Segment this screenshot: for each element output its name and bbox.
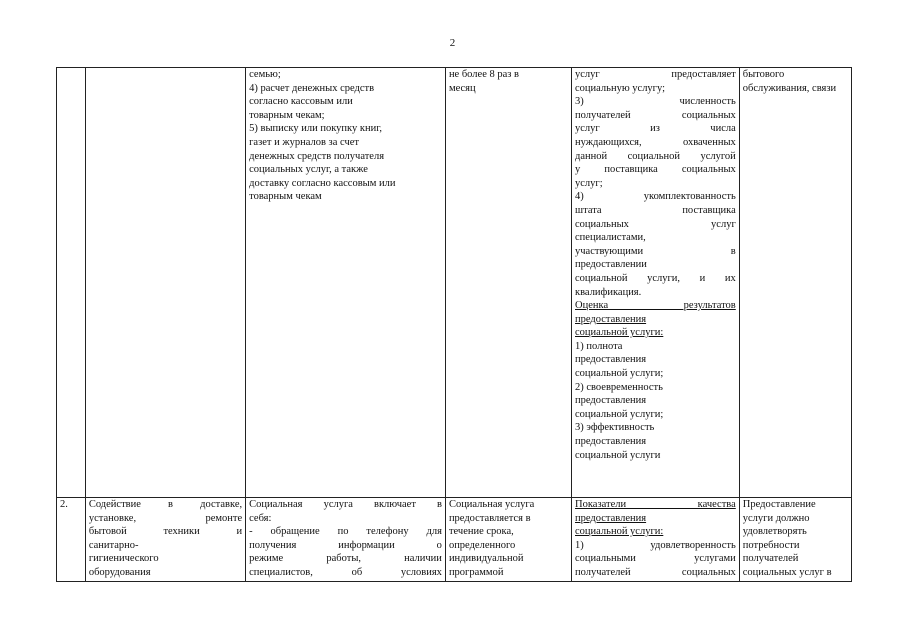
text-line: социальной услуги [575, 449, 661, 461]
text-line: товарным чекам [249, 191, 322, 203]
text-line: доставку согласно кассовым или [249, 177, 396, 189]
text-line: получения информации о [249, 539, 442, 551]
text-line: социальную услугу; [575, 82, 666, 94]
text-line: денежных средств получателя [249, 150, 385, 162]
text-line: 3) эффективность [575, 422, 655, 434]
row1-number-cell [57, 68, 86, 498]
row1-content-cell [246, 68, 446, 498]
text-line: бытовой техники и [88, 526, 243, 538]
row1-conditions-cell [739, 68, 851, 498]
row2-content-cell [246, 498, 446, 582]
text-line: себя: [249, 512, 272, 524]
text-line: течение срока, [448, 526, 514, 538]
text-line: предоставления [575, 354, 647, 366]
text-line: квалификация. [575, 286, 642, 298]
text-line: 2) своевременность [575, 381, 663, 393]
text-line: не более 8 раз в [448, 69, 519, 80]
text-line: специалистами, [575, 232, 646, 244]
text-line: месяц [448, 82, 476, 94]
text-line: удовлетворять [742, 526, 807, 538]
row2-number-cell: 2. [57, 498, 86, 582]
row2-service-name-cell [85, 498, 245, 582]
text-line: - обращение по телефону для [249, 526, 442, 538]
text-line: социальных услуг [575, 218, 736, 230]
text-line: бытового [742, 69, 785, 80]
text-line: потребности [742, 539, 800, 551]
text-line: социальной услуги: [575, 327, 664, 339]
text-line: 5) выписку или покупку книг, [249, 123, 382, 135]
text-line: 4) укомплектованность [575, 191, 736, 203]
text-line: оборудования [88, 566, 151, 578]
page-number: 2 [449, 37, 456, 49]
text-line: услуги должно [742, 512, 810, 524]
text-line: Оценка результатов [575, 300, 736, 312]
text-line: предоставлении [575, 259, 647, 271]
text-line: гигиенического [88, 553, 159, 565]
text-line: у поставщика социальных [575, 164, 736, 176]
row2-terms-cell [445, 498, 571, 582]
text-line: 4) расчет денежных средств [249, 82, 375, 94]
text-line: товарным чекам; [249, 109, 325, 121]
text-line: 3) численность [575, 96, 736, 108]
text-line: 1) удовлетворенность [575, 539, 736, 551]
text-line: социальных услуг в [742, 566, 832, 578]
text-line: семью; [249, 69, 281, 80]
text-line: услуг; [575, 177, 603, 189]
text-line: Содействие в доставке, [88, 499, 243, 510]
services-table [56, 67, 852, 582]
table-row [57, 68, 852, 498]
text-line: предоставления [575, 512, 647, 524]
text-line: социальной услуги: [575, 526, 664, 538]
text-line: газет и журналов за счет [249, 136, 359, 148]
text-line: обслуживания, связи [742, 82, 837, 94]
text-line: установке, ремонте [88, 512, 243, 524]
text-line: штата поставщика [575, 204, 736, 216]
text-line: получателей [742, 553, 799, 565]
text-line: предоставления [575, 395, 647, 407]
row1-indicators-cell [572, 68, 740, 498]
text-line: специалистов, об условиях [249, 566, 442, 578]
table-row [57, 498, 852, 582]
text-line: согласно кассовым или [249, 96, 353, 108]
text-line: предоставления [575, 436, 647, 448]
text-line: индивидуальной [448, 553, 524, 565]
text-line: Социальная услуга [448, 499, 535, 510]
row2-indicators-cell [572, 498, 740, 582]
text-line: Показатели качества [575, 499, 736, 510]
row2-conditions-cell [739, 498, 851, 582]
text-line: предоставления [575, 313, 647, 325]
text-line: социальной услуги; [575, 368, 664, 380]
text-line: режиме работы, наличии [249, 553, 442, 565]
row1-terms-cell [445, 68, 571, 498]
text-line: социальной услуги; [575, 408, 664, 420]
text-line: санитарно- [88, 539, 139, 551]
text-line: услуг предоставляет [575, 69, 736, 80]
text-line: социальных услуг, а также [249, 164, 368, 176]
text-line: участвующими в [575, 245, 736, 257]
text-line: 1) полнота [575, 340, 623, 352]
text-line: получателей социальных [575, 566, 736, 578]
text-line: предоставляется в [448, 512, 531, 524]
row1-service-name-cell [85, 68, 245, 498]
text-line: Социальная услуга включает в [249, 499, 442, 510]
text-line: данной социальной услугой [575, 150, 736, 162]
text-line: социальной услуги, и их [575, 272, 736, 284]
text-line: получателей социальных [575, 109, 736, 121]
text-line: Предоставление [742, 499, 816, 510]
text-line: программой [448, 566, 504, 578]
text-line: определенного [448, 539, 516, 551]
text-line: социальными услугами [575, 553, 736, 565]
text-line: нуждающихся, охваченных [575, 136, 736, 148]
text-line: услуг из числа [575, 123, 736, 135]
